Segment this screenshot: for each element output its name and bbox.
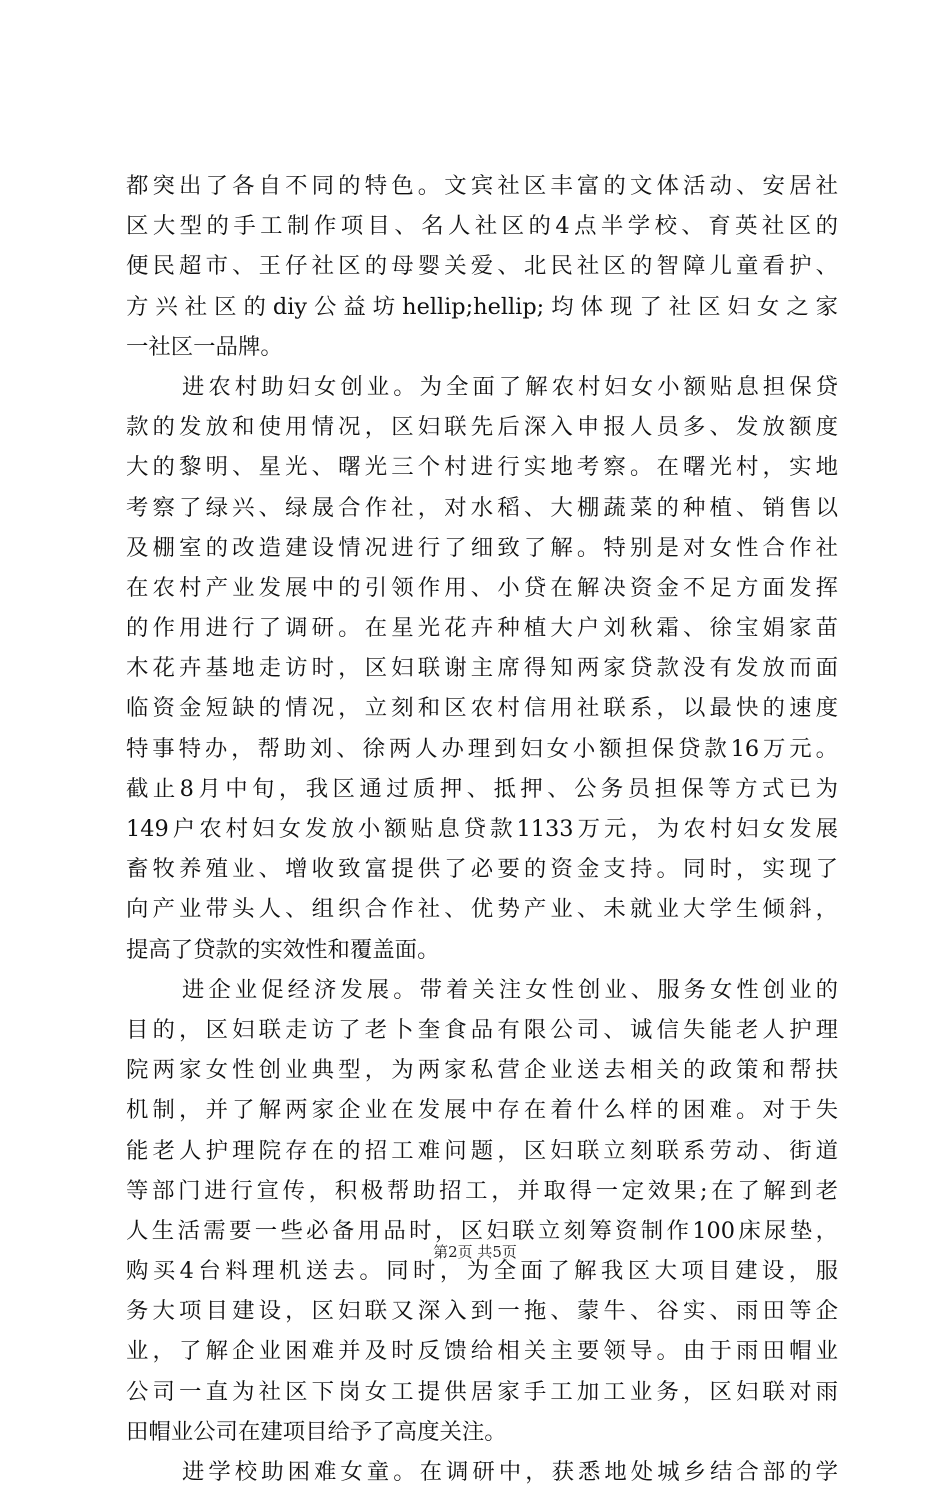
text-line: 大的黎明、星光、曙光三个村进行实地考察。在曙光村，实地 <box>126 454 838 481</box>
text-line: 畜牧养殖业、增收致富提供了必要的资金支持。同时，实现了 <box>126 856 838 883</box>
text-line: 进农村助妇女创业。为全面了解农村妇女小额贴息担保贷 <box>182 373 838 400</box>
text-line: 临资金短缺的情况，立刻和区农村信用社联系，以最快的速度 <box>126 695 838 722</box>
text-line: 人生活需要一些必备用品时，区妇联立刻筹资制作100床尿垫， <box>126 1217 838 1244</box>
text-line: 能老人护理院存在的招工难问题，区妇联立刻联系劳动、街道 <box>126 1137 838 1164</box>
text-line: 业，了解企业困难并及时反馈给相关主要领导。由于雨田帽业 <box>126 1338 838 1365</box>
text-line: 便民超市、王仔社区的母婴关爱、北民社区的智障儿童看护、 <box>126 253 838 280</box>
text-line: 等部门进行宣传，积极帮助招工，并取得一定效果;在了解到老 <box>126 1177 838 1204</box>
text-line: 考察了绿兴、绿晟合作社，对水稻、大棚蔬菜的种植、销售以 <box>126 494 838 521</box>
text-line: 的作用进行了调研。在星光花卉种植大户刘秋霜、徐宝娟家苗 <box>126 615 838 642</box>
text-line: 向产业带头人、组织合作社、优势产业、未就业大学生倾斜， <box>126 896 838 923</box>
text-line: 目的，区妇联走访了老卜奎食品有限公司、诚信失能老人护理 <box>126 1016 838 1043</box>
text-line: 特事特办，帮助刘、徐两人办理到妇女小额担保贷款16万元。 <box>126 735 838 762</box>
body-text <box>126 166 838 1492</box>
text-line: 款的发放和使用情况，区妇联先后深入申报人员多、发放额度 <box>126 414 838 441</box>
text-line: 田帽业公司在建项目给予了高度关注。 <box>126 1418 507 1445</box>
text-line: 公司一直为社区下岗女工提供居家手工加工业务，区妇联对雨 <box>126 1378 838 1405</box>
text-line: 在农村产业发展中的引领作用、小贷在解决资金不足方面发挥 <box>126 574 838 601</box>
text-line: 机制，并了解两家企业在发展中存在着什么样的困难。对于失 <box>126 1097 838 1124</box>
text-line: 务大项目建设，区妇联又深入到一拖、蒙牛、谷实、雨田等企 <box>126 1298 838 1325</box>
text-line: 提高了贷款的实效性和覆盖面。 <box>126 936 440 963</box>
text-line: 方兴社区的diy公益坊hellip;hellip;均体现了社区妇女之家 <box>126 293 838 320</box>
text-line: 区大型的手工制作项目、名人社区的4点半学校、育英社区的 <box>126 213 838 240</box>
text-line: 购买4台料理机送去。同时，为全面了解我区大项目建设，服 <box>126 1258 838 1285</box>
text-line: 进学校助困难女童。在调研中，获悉地处城乡结合部的学 <box>182 1459 838 1485</box>
text-line: 149户农村妇女发放小额贴息贷款1133万元，为农村妇女发展 <box>126 816 838 842</box>
text-line: 截止8月中旬，我区通过质押、抵押、公务员担保等方式已为 <box>126 775 838 802</box>
text-line: 进企业促经济发展。带着关注女性创业、服务女性创业的 <box>182 976 838 1003</box>
text-line: 一社区一品牌。 <box>126 333 283 360</box>
text-line: 院两家女性创业典型，为两家私营企业送去相关的政策和帮扶 <box>126 1057 838 1084</box>
text-line: 及棚室的改造建设情况进行了细致了解。特别是对女性合作社 <box>126 534 838 561</box>
text-line: 都突出了各自不同的特色。文宾社区丰富的文体活动、安居社 <box>126 173 838 199</box>
text-line: 木花卉基地走访时，区妇联谢主席得知两家贷款没有发放而面 <box>126 655 838 682</box>
page-footer: 第2页 共5页 <box>433 1243 517 1261</box>
